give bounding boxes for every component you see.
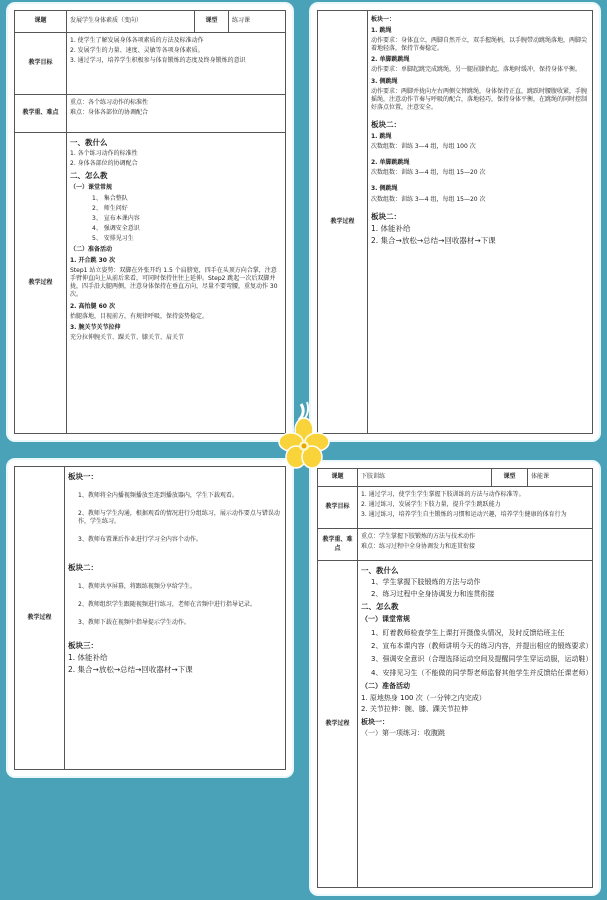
warmup-item: 1. 原地热身 100 次（一分钟之内完成） xyxy=(361,693,486,702)
lesson-plan-card-4 xyxy=(311,462,599,894)
list-item: 2、练习过程中全身协调发力和连贯衔接 xyxy=(371,589,495,598)
warmup-title: 3. 腕关节关节拉伸 xyxy=(70,323,121,331)
list-item: 1、学生掌握下肢锻炼的方法与动作 xyxy=(371,578,481,587)
step-item: 1、教师共享屏幕，将跟练视频分享给学生。 xyxy=(78,582,196,590)
topic-value: 发展学生身体素质（变向） xyxy=(67,11,195,33)
key-label: 教学重、难点 xyxy=(15,95,67,133)
subsection-heading: （二）准备活动 xyxy=(361,682,410,691)
process-label: 教学过程 xyxy=(15,467,65,770)
goal-item: 1. 通过学习，使学生学生掌握下肢训练的方法与动作标准等。 xyxy=(361,491,525,498)
step-item: 1、教师将全内播视频播放至连到播放器内，学生下载观看。 xyxy=(78,492,238,500)
lesson-plan-card-3 xyxy=(8,460,292,776)
end-item: 1. 体能补给 xyxy=(371,223,411,233)
exercise-title: 1. 跳绳 xyxy=(371,27,392,35)
key-item: 难点：身体各部位的协调配合 xyxy=(70,109,149,117)
end-item: 2. 集合→放松→总结→回收器材→下课 xyxy=(68,665,193,675)
routine-item: 2、宣布本课内容（教师讲明今天的练习内容，并提出相应的锻炼要求） xyxy=(371,642,593,650)
end-item: 2. 集合→放松→总结→回收器材→下课 xyxy=(371,235,496,245)
goal-item: 3. 通过学习，培养学生积极参与体育锻炼的态度及终身锻炼的意识 xyxy=(70,57,246,65)
flower-decoration-icon xyxy=(275,400,333,472)
section-heading: 一、教什么 xyxy=(70,138,108,147)
lesson-table-4 xyxy=(317,468,593,888)
practice-title: 2. 单脚跳跳绳 xyxy=(371,159,410,167)
step-item: 2、教师与学生沟通，根据观看的情况进行分组练习，展示动作要点与错误动作，学生练习。 xyxy=(78,510,280,526)
practice-desc: 次数组数：训练 3—4 组，每组 15—20 次 xyxy=(371,169,486,177)
block-heading: 板块二： xyxy=(68,562,98,572)
goal-item: 2. 通过练习，发展学生下肢力量，提升学生跳跃能力 xyxy=(361,501,501,509)
key-label: 教学重、难点 xyxy=(318,529,358,561)
exercise-desc: 动作要求：身体直立，两脚自然开立，双手握绳柄，以手腕带动跳绳落地，两脚尖着地轻落，保持节奏稳定。 xyxy=(371,37,588,53)
practice-desc: 次数组数：训练 3—4 组，每组 15—20 次 xyxy=(371,195,486,203)
process-cell xyxy=(65,467,286,770)
practice-desc: 次数组数：训练 3—4 组，每组 100 次 xyxy=(371,143,476,151)
routine-item: 5、 安排见习生 xyxy=(92,234,134,242)
practice-title: 1. 跳绳 xyxy=(371,133,392,141)
lesson-table-3 xyxy=(14,466,286,770)
process-cell xyxy=(358,561,593,888)
block-heading: 板块二： xyxy=(371,211,401,221)
routine-item: 4、安排见习生（不能做的同学帮老师监督其他学生并反馈给任课老师） xyxy=(371,668,593,677)
goal-label: 教学目标 xyxy=(318,487,358,529)
section-heading: 二、怎么教 xyxy=(70,171,108,181)
exercise-desc: 动作要求：单脚起跳完成跳绳，另一腿屈膝抬起，落地时缓冲，保持身体平衡。 xyxy=(371,66,582,74)
exercise-desc: 动作要求：两脚并拢向左右两侧交替跳绳，身体保持正直，跳跃时腰腹收紧，手腕摇绳，注意动作节奏与呼吸的配合，落地轻巧，保持身体平衡，在跳绳的同时控制好落点位置，注意安全。 xyxy=(371,87,588,111)
warmup-desc: Step1 站立姿势：双脚在外张开约 1.5 个肩膀宽，四手在头顶方向合掌，注意手臂伸直向上从前后来看，可同时保持住往上延伸。Step2 跳起一次后双脚并拢，四手沿大腿两侧，注意身体保持在垂直方向，尽量不要弯腰，重复动作 30 次。 xyxy=(70,267,278,299)
topic-label: 课题 xyxy=(15,11,67,33)
type-value: 体能课 xyxy=(528,469,593,487)
end-item: 1. 体能补给 xyxy=(68,653,108,663)
routine-item: 4、 强调安全意识 xyxy=(92,224,140,232)
block-heading: 板块一： xyxy=(68,472,98,481)
routine-item: 1、盯着教师检查学生上课打开摄像头情况，及时反馈给班主任 xyxy=(371,628,565,637)
key-cell xyxy=(67,95,286,133)
exercise-item: （一）第一项练习：收腹跳 xyxy=(361,729,445,738)
goal-cell xyxy=(358,487,593,529)
lesson-plan-card-2 xyxy=(311,4,599,440)
warmup-title: 1. 开合跳 30 次 xyxy=(70,257,116,265)
subsection-heading: （二）准备活动 xyxy=(70,246,113,253)
topic-label: 课题 xyxy=(318,469,358,487)
practice-title: 3. 侧跳绳 xyxy=(371,185,398,193)
goal-item: 1. 使学生了解发展身体各项素质的方法及标准动作 xyxy=(70,37,204,44)
step-item: 3、教师布置课后作业进行学习全内容个动作。 xyxy=(78,536,202,544)
list-item: 2. 身体各部位的协调配合 xyxy=(70,160,138,168)
routine-item: 1、 集合整队 xyxy=(92,194,128,202)
goal-item: 2. 发展学生的力量、速度、灵敏等各项身体素质。 xyxy=(70,47,204,55)
block-heading: 板块一： xyxy=(361,717,389,726)
goal-cell xyxy=(67,33,286,95)
exercise-title: 2. 单脚跳跳绳 xyxy=(371,56,410,64)
warmup-desc: 抬腿落地，目视前方，有规律呼吸，保持姿势稳定。 xyxy=(70,312,209,320)
goal-label: 教学目标 xyxy=(15,33,67,95)
subsection-heading: （一）课堂常规 xyxy=(70,184,113,192)
routine-item: 3、强调安全意识（合理选择运动空间及提醒同学生穿运动服，运动鞋） xyxy=(371,655,593,664)
warmup-item: 2. 关节拉伸：腕、膝、踝关节拉伸 xyxy=(361,705,468,714)
section-heading: 一、教什么 xyxy=(361,566,399,575)
process-label: 教学过程 xyxy=(318,561,358,888)
goal-item: 3. 通过练习，培养学生自主锻炼的习惯和运动兴趣，培养学生健康的体育行为 xyxy=(361,511,567,519)
step-item: 2、教师组织学生跟随视频进行练习，老师在音频中进行指导记录。 xyxy=(78,600,256,608)
lesson-table-2 xyxy=(317,10,593,434)
type-value: 练习课 xyxy=(229,11,286,33)
type-label: 课型 xyxy=(492,469,528,487)
exercise-title: 3. 侧跳绳 xyxy=(371,77,398,85)
key-item: 难点：练习过程中全身协调发力和连贯衔接 xyxy=(361,543,476,551)
lesson-plan-card-1 xyxy=(8,4,292,440)
list-item: 1. 各个练习动作的标准性 xyxy=(70,150,138,158)
subsection-heading: （一）课堂常规 xyxy=(361,615,410,624)
key-item: 重点：学生掌握下肢锻炼的方法与技术动作 xyxy=(361,533,476,540)
key-cell xyxy=(358,529,593,561)
lesson-table-1 xyxy=(14,10,286,434)
process-label: 教学过程 xyxy=(318,11,368,434)
topic-value: 下肢训练 xyxy=(358,469,492,487)
block-heading: 板块三： xyxy=(68,640,98,650)
section-heading: 二、怎么教 xyxy=(361,602,399,611)
block-heading: 板块二： xyxy=(371,119,401,129)
block-heading: 板块一： xyxy=(371,16,396,23)
type-label: 课型 xyxy=(195,11,229,33)
process-cell xyxy=(368,11,593,434)
process-label: 教学过程 xyxy=(15,133,67,434)
routine-item: 2、 师生问好 xyxy=(92,204,128,212)
step-item: 3、教师下载在视频中指导提示学生动作。 xyxy=(78,618,190,626)
routine-item: 3、 宣布本课内容 xyxy=(92,214,140,222)
warmup-desc: 充分拉伸腕关节、踝关节、膝关节、肩关节 xyxy=(70,333,185,341)
process-cell xyxy=(67,133,286,434)
key-item: 重点：各个练习动作的标准性 xyxy=(70,99,149,106)
warmup-title: 2. 高抬腿 60 次 xyxy=(70,302,116,310)
